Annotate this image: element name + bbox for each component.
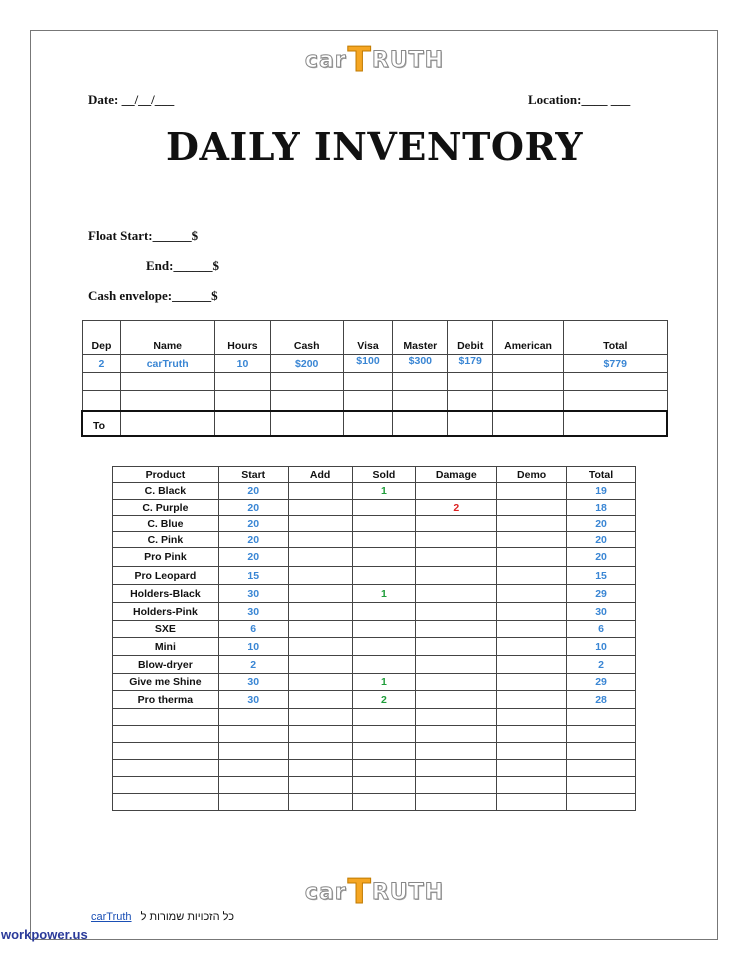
cell-demo [497, 567, 567, 585]
cell-empty [113, 777, 219, 794]
cell-empty [352, 794, 416, 811]
cell-demo [497, 603, 567, 621]
col-demo: Demo [497, 467, 567, 483]
cell-total: 20 [567, 548, 636, 567]
col-american: American [493, 321, 564, 355]
cell-damage [416, 585, 497, 603]
cell-empty [113, 760, 219, 777]
cell-damage [416, 638, 497, 656]
date-field: Date: __/__/___ [88, 92, 175, 107]
cell-product: Holders-Black [113, 585, 219, 603]
sales-row-empty [82, 391, 667, 411]
col-master: Master [393, 321, 448, 355]
cell-demo [497, 585, 567, 603]
footer-copyright [91, 911, 234, 923]
inventory-row-empty [113, 760, 636, 777]
inventory-row [113, 567, 636, 585]
cell-debit: $179 [448, 355, 493, 373]
cell-sold [352, 516, 416, 532]
cell-total: $779 [563, 355, 667, 373]
cell-start: 20 [218, 532, 288, 548]
cell-empty [113, 709, 219, 726]
cell-sold: 2 [352, 691, 416, 709]
inventory-row [113, 603, 636, 621]
inventory-row [113, 483, 636, 500]
cell-start: 20 [218, 548, 288, 567]
cell-empty [218, 794, 288, 811]
col-total: Total [563, 321, 667, 355]
cell-damage [416, 691, 497, 709]
sales-table [81, 320, 668, 437]
cell-empty [567, 794, 636, 811]
cell-empty [288, 777, 352, 794]
cell-damage [416, 532, 497, 548]
cell-start: 6 [218, 621, 288, 638]
cell-sold [352, 548, 416, 567]
cell-start: 30 [218, 585, 288, 603]
cell-damage [416, 603, 497, 621]
cell-empty [218, 709, 288, 726]
cell-demo [497, 548, 567, 567]
inventory-row [113, 674, 636, 691]
cell-sold: 1 [352, 585, 416, 603]
inventory-row [113, 532, 636, 548]
cell-demo [497, 516, 567, 532]
cell-sold [352, 621, 416, 638]
inventory-row [113, 621, 636, 638]
cell-total: 29 [567, 674, 636, 691]
cell-hours: 10 [215, 355, 271, 373]
cell-damage [416, 656, 497, 674]
logo-left-text: car [304, 47, 347, 73]
cell-product: Mini [113, 638, 219, 656]
cell-demo [497, 656, 567, 674]
cell-empty [567, 726, 636, 743]
sales-row-empty [82, 373, 667, 391]
rights-text: כל הזכויות שמורות ל [140, 911, 235, 923]
cell-add [288, 532, 352, 548]
col-sold: Sold [352, 467, 416, 483]
col-cash: Cash [270, 321, 343, 355]
inventory-row-empty [113, 777, 636, 794]
cell-empty [352, 709, 416, 726]
inventory-row-empty [113, 709, 636, 726]
inventory-row [113, 500, 636, 516]
cell-empty [416, 726, 497, 743]
cell-add [288, 603, 352, 621]
sales-row [82, 355, 667, 373]
cell-empty [218, 777, 288, 794]
inventory-row [113, 516, 636, 532]
cell-product: C. Blue [113, 516, 219, 532]
inventory-row [113, 548, 636, 567]
cell-empty [288, 726, 352, 743]
cell-total: 20 [567, 516, 636, 532]
total-row-label: To [82, 411, 121, 436]
cell-product: Pro Pink [113, 548, 219, 567]
cell-empty [113, 794, 219, 811]
col-name: Name [121, 321, 215, 355]
sales-header-row [82, 321, 667, 355]
cell-product: Give me Shine [113, 674, 219, 691]
cell-empty [352, 777, 416, 794]
cell-damage [416, 567, 497, 585]
cell-add [288, 567, 352, 585]
float-end-field: End:______$ [146, 258, 219, 273]
logo-t-letter: T [347, 872, 371, 912]
cell-empty [497, 777, 567, 794]
cell-damage [416, 674, 497, 691]
cell-add [288, 656, 352, 674]
cell-empty [416, 709, 497, 726]
cell-empty [352, 726, 416, 743]
cell-start: 30 [218, 603, 288, 621]
cell-empty [567, 760, 636, 777]
sales-total-row [82, 411, 667, 436]
page-title: DAILY INVENTORY [166, 124, 583, 169]
logo-left-text: car [304, 879, 347, 905]
cell-empty [497, 709, 567, 726]
cell-total: 19 [567, 483, 636, 500]
cell-sold: 1 [352, 483, 416, 500]
cell-total: 20 [567, 532, 636, 548]
cell-damage: 2 [416, 500, 497, 516]
cell-damage [416, 621, 497, 638]
inventory-row [113, 691, 636, 709]
col-dep: Dep [82, 321, 121, 355]
col-product: Product [113, 467, 219, 483]
cell-empty [416, 760, 497, 777]
inventory-row-empty [113, 726, 636, 743]
cell-demo [497, 532, 567, 548]
inventory-row [113, 585, 636, 603]
cell-product: C. Purple [113, 500, 219, 516]
cell-add [288, 483, 352, 500]
cell-empty [352, 760, 416, 777]
cell-product: SXE [113, 621, 219, 638]
cell-product: Pro therma [113, 691, 219, 709]
cell-master: $300 [393, 355, 448, 373]
cell-visa: $100 [343, 355, 393, 373]
cell-empty [416, 743, 497, 760]
cell-total: 6 [567, 621, 636, 638]
cell-empty [416, 794, 497, 811]
cell-damage [416, 483, 497, 500]
cell-cash: $200 [270, 355, 343, 373]
cell-add [288, 621, 352, 638]
cell-product: C. Pink [113, 532, 219, 548]
brand-logo-top [305, 40, 444, 80]
cell-empty [218, 760, 288, 777]
inventory-row-empty [113, 743, 636, 760]
cell-empty [218, 726, 288, 743]
float-start-field: Float Start:______$ [88, 228, 199, 243]
cell-empty [416, 777, 497, 794]
col-visa: Visa [343, 321, 393, 355]
logo-t-letter: T [347, 40, 371, 80]
cell-empty [113, 726, 219, 743]
cell-demo [497, 500, 567, 516]
cell-empty [497, 760, 567, 777]
cell-add [288, 691, 352, 709]
cell-empty [288, 760, 352, 777]
cell-american [493, 355, 564, 373]
cell-empty [113, 743, 219, 760]
cell-add [288, 516, 352, 532]
inventory-table [112, 466, 636, 811]
cell-product: Holders-Pink [113, 603, 219, 621]
cell-demo [497, 621, 567, 638]
cell-start: 15 [218, 567, 288, 585]
col-debit: Debit [448, 321, 493, 355]
cell-total: 28 [567, 691, 636, 709]
cartruth-link[interactable]: carTruth [91, 911, 132, 923]
cell-demo [497, 691, 567, 709]
cell-add [288, 674, 352, 691]
cell-start: 30 [218, 674, 288, 691]
inventory-row-empty [113, 794, 636, 811]
cell-sold [352, 500, 416, 516]
cell-damage [416, 516, 497, 532]
cell-product: Pro Leopard [113, 567, 219, 585]
cell-add [288, 638, 352, 656]
cell-empty [567, 777, 636, 794]
cell-empty [288, 794, 352, 811]
cash-envelope-field: Cash envelope:______$ [88, 288, 218, 303]
cell-sold: 1 [352, 674, 416, 691]
cell-product: C. Black [113, 483, 219, 500]
cell-add [288, 585, 352, 603]
cell-product: Blow-dryer [113, 656, 219, 674]
cell-start: 10 [218, 638, 288, 656]
cell-demo [497, 638, 567, 656]
cell-total: 2 [567, 656, 636, 674]
cell-total: 18 [567, 500, 636, 516]
cell-start: 2 [218, 656, 288, 674]
cell-sold [352, 532, 416, 548]
col-hours: Hours [215, 321, 271, 355]
cell-demo [497, 674, 567, 691]
cell-empty [288, 743, 352, 760]
cell-demo [497, 483, 567, 500]
cell-dep: 2 [82, 355, 121, 373]
cell-empty [218, 743, 288, 760]
cell-total: 29 [567, 585, 636, 603]
cell-empty [567, 709, 636, 726]
cell-empty [352, 743, 416, 760]
cell-total: 15 [567, 567, 636, 585]
col-start: Start [218, 467, 288, 483]
location-field: Location:____ ___ [528, 92, 631, 107]
inventory-header-row [113, 467, 636, 483]
inventory-row [113, 638, 636, 656]
logo-right-text: RUTH [371, 879, 445, 905]
cell-sold [352, 603, 416, 621]
cell-empty [497, 726, 567, 743]
cell-name: carTruth [121, 355, 215, 373]
cell-start: 20 [218, 500, 288, 516]
col-add: Add [288, 467, 352, 483]
cell-start: 20 [218, 516, 288, 532]
cell-start: 20 [218, 483, 288, 500]
cell-empty [288, 709, 352, 726]
cell-empty [497, 743, 567, 760]
cell-sold [352, 567, 416, 585]
cell-empty [567, 743, 636, 760]
cell-total: 30 [567, 603, 636, 621]
cell-damage [416, 548, 497, 567]
col-inv-total: Total [567, 467, 636, 483]
cell-sold [352, 638, 416, 656]
watermark: workpower.us [1, 927, 88, 942]
cell-start: 30 [218, 691, 288, 709]
inventory-row [113, 656, 636, 674]
cell-add [288, 500, 352, 516]
logo-right-text: RUTH [371, 47, 445, 73]
cell-empty [497, 794, 567, 811]
cell-sold [352, 656, 416, 674]
brand-logo-bottom [305, 872, 444, 912]
cell-add [288, 548, 352, 567]
col-damage: Damage [416, 467, 497, 483]
cell-total: 10 [567, 638, 636, 656]
